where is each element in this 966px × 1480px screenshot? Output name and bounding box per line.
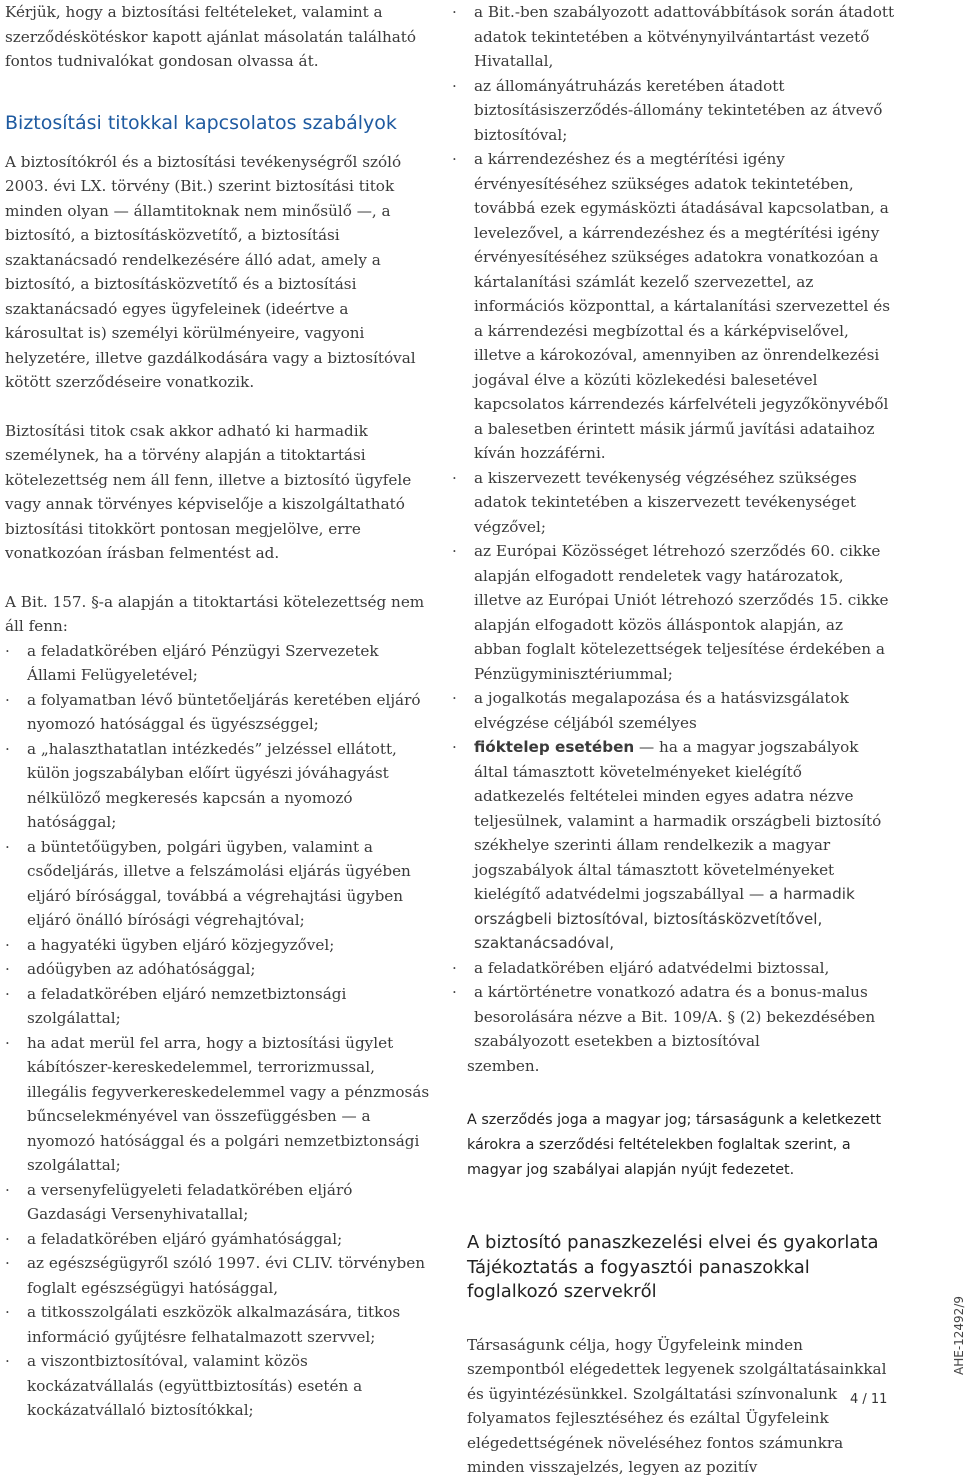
list-item: · a kárrendezéshez és a megtérítési igény érvényesítéséhez szükséges adatok tekintetében, továbbá ezek egymásközti átadásával kapcsolatban, a levelezővel, a kárrendezéshez és a megtérítési igény érvényesítéséhez szükséges adatokra vonatkozóan a kártalanítási számlát kezelő szervezettel, az információs központtal, a kártalanítási szervezettel és a kárrendezési megbízottal és a kárképviselővel, illetve a károkozóval, amennyiben az önrendelkezési jogával élve a közúti közlekedési balesetével kapcsolatos kárrendezés kárfelvételi jegyzőkönyvéből a balesetben érintett másik jármű javítási adataihoz kíván hozzáférni. — [452, 147, 895, 466]
list-tail: szemben. — [467, 1056, 540, 1075]
exception-list-right — [452, 0, 895, 1054]
exception-list-left — [5, 639, 430, 1423]
left-column — [5, 0, 430, 1423]
list-item: · a Bit.-ben szabályozott adattovábbítások során átadott adatok tekintetében a kötvénynyilvántartást vezető Hivatallal, — [452, 0, 895, 74]
list-item: · a kiszervezett tevékenység végzéséhez szükséges adatok tekintetében a kiszervezett tevékenységet végzővel; — [452, 466, 895, 540]
list-item: · adóügyben az adóhatósággal; — [5, 957, 430, 982]
right-column — [467, 0, 895, 1480]
page-number: 4 / 11 — [850, 1392, 888, 1407]
document-code: AHE-12492/9 — [952, 1296, 966, 1375]
list-item: · a viszontbiztosítóval, valamint közös kockázatvállalás (együttbiztosítás) esetén a kockázatvállaló biztosítókkal; — [5, 1349, 430, 1423]
list-item: · a feladatkörében eljáró adatvédelmi biztossal, — [452, 956, 895, 981]
list-item: · a jogalkotás megalapozása és a hatásvizsgálatok elvégzése céljából személyes — [452, 686, 895, 735]
list-item: · a hagyatéki ügyben eljáró közjegyzővel; — [5, 933, 430, 958]
fioktelep-text: — ha a magyar jogszabályok által támasztott követelményeket kielégítő adatkezelés feltételei minden egyes adatra nézve teljesülnek, valamint a harmadik országbeli biztosító székhelye szerinti állam rendelkezik a magyar jogszabályok által támasztott követelményeket kielégítő adatvédelmi jogszabállyal — — [474, 738, 882, 903]
list-item: · az állományátruházás keretében átadott biztosításiszerződés-állomány tekintetében az átvevő biztosítóval; — [452, 74, 895, 148]
list-item: · ha adat merül fel arra, hogy a biztosítási ügylet kábítószer-kereskedelemmel, terrorizmussal, illegális fegyverkereskedelemmel vagy a pénzmosás bűncselekményével van összefüggésben — a nyomozó hatósággal és a polgári nemzetbiztonsági szolgálattal; — [5, 1031, 430, 1178]
list-item: · a kártörténetre vonatkozó adatra és a bonus-malus besorolására nézve a Bit. 109/A. § (2) bekezdésében szabályozott esetekben a biztosítóval — [452, 980, 895, 1054]
list-item: · a feladatkörében eljáró nemzetbiztonsági szolgálattal; — [5, 982, 430, 1031]
governing-law-note: A szerződés joga a magyar jog; társaságunk a keletkezett károkra a szerződési feltételekben foglaltak szerint, a magyar jog szabályai alapján nyújt fedezetet. — [467, 1112, 882, 1178]
list-item: · a folyamatban lévő büntetőeljárás keretében eljáró nyomozó hatósággal és ügyészséggel; — [5, 688, 430, 737]
paragraph-3: A Bit. 157. §-a alapján a titoktartási kötelezettség nem áll fenn: — [5, 592, 425, 635]
list-item: · az Európai Közösséget létrehozó szerződés 60. cikke alapján elfogadott rendeletek vagy határozatok, illetve az Európai Uniót létrehozó szerződés 15. cikke alapján elfogadott közös álláspontok alapján, az abban foglalt kötelezettségek teljesítése érdekében a Pénzügyminisztériummal; — [452, 539, 895, 686]
section-heading: Biztosítási titokkal kapcsolatos szabályok — [5, 111, 397, 134]
list-item: · az egészségügyről szóló 1997. évi CLIV. törvényben foglalt egészségügyi hatósággal, — [5, 1251, 430, 1300]
complaints-paragraph: Társaságunk célja, hogy Ügyfeleink minden szempontból elégedettek legyenek szolgáltatásainkkal és ügyintézésünkkel. Szolgáltatási színvonalunk folyamatos fejlesztéséhez és ezáltal Ügyfeleink elégedettségének növeléséhez fontos számunkra minden visszajelzés, legyen az pozitív — [467, 1335, 887, 1476]
fioktelep-sans: a harmadik országbeli biztosítóval, biztosításközvetítővel, szaktanácsadóval, — [474, 885, 855, 952]
complaints-heading: A biztosító panaszkezelési elvei és gyakorlata Tájékoztatás a fogyasztói panaszokkal foglalkozó szervekről — [467, 1232, 879, 1302]
list-item: · a „halaszthatatlan intézkedés” jelzéssel ellátott, külön jogszabályban előírt ügyészi jóváhagyást nélkülöző megkeresés kapcsán a nyomozó hatósággal; — [5, 737, 430, 835]
paragraph-2: Biztosítási titok csak akkor adható ki harmadik személynek, ha a törvény alapján a titoktartási kötelezettség nem áll fenn, illetve a biztosító ügyfele vagy annak törvényes képviselője a kiszolgáltatható biztosítási titokkört pontosan megjelölve, erre vonatkozóan írásban felmentést ad. — [5, 421, 412, 562]
list-item: · a feladatkörében eljáró gyámhatósággal; — [5, 1227, 430, 1252]
list-item: · a titkosszolgálati eszközök alkalmazására, titkos információ gyűjtésre felhatalmazott szervvel; — [5, 1300, 430, 1349]
paragraph-1: A biztosítókról és a biztosítási tevékenységről szóló 2003. évi LX. törvény (Bit.) szerint biztosítási titok minden olyan — államtitoknak nem minősülő —, a biztosító, a biztosításközvetítő, a biztosítási szaktanácsadó rendelkezésére álló adat, amely a biztosító, a biztosításközvetítő és a biztosítási szaktanácsadó egyes ügyfeleinek (ideértve a károsultat is) személyi körülményeire, vagyoni helyzetére, illetve gazdálkodására vagy a biztosítóval kötött szerződéseire vonatkozik. — [5, 152, 416, 391]
list-item: · a versenyfelügyeleti feladatkörében eljáró Gazdasági Versenyhivatallal; — [5, 1178, 430, 1227]
list-item-fioktelep — [452, 735, 895, 956]
intro-paragraph: Kérjük, hogy a biztosítási feltételeket, valamint a szerződéskötéskor kapott ajánlat másolatán található fontos tudnivalókat gondosan olvassa át. — [5, 3, 417, 70]
fioktelep-label: fióktelep esetében — [474, 738, 635, 756]
list-item: · a büntetőügyben, polgári ügyben, valamint a csődeljárás, illetve a felszámolási eljárás ügyében eljáró bírósággal, továbbá a végrehajtási ügyben eljáró önálló bírósági végrehajtóval; — [5, 835, 430, 933]
list-item: · a feladatkörében eljáró Pénzügyi Szervezetek Állami Felügyeletével; — [5, 639, 430, 688]
